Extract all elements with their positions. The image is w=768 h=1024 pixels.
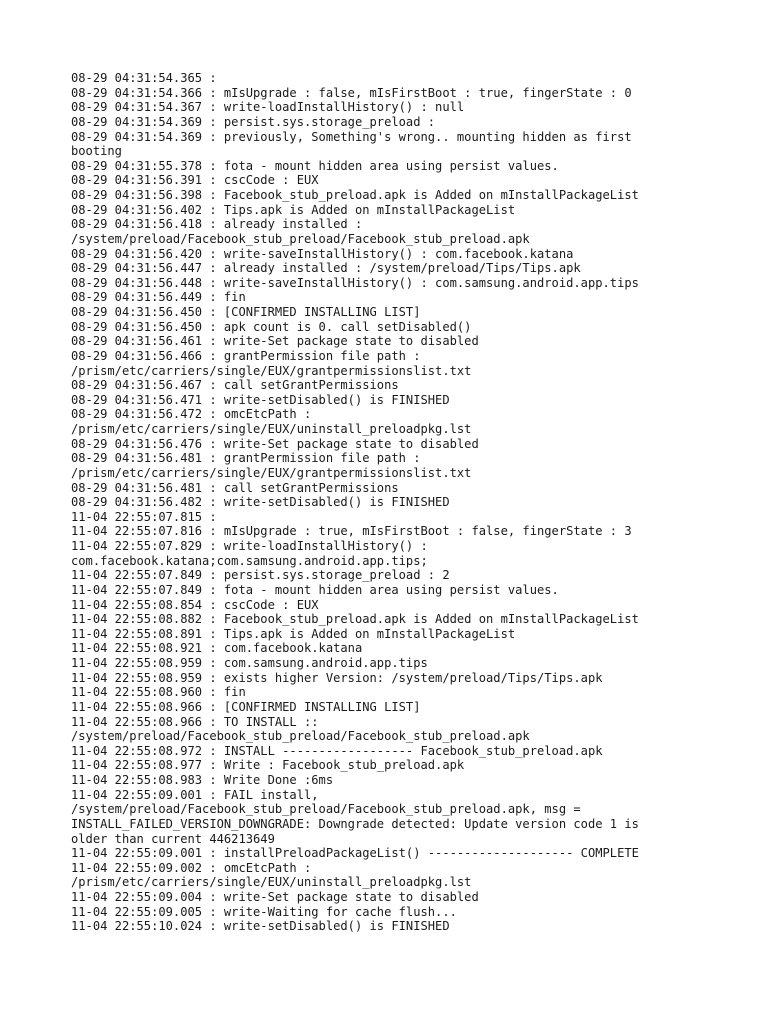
log-line: 11-04 22:55:08.959 : exists higher Version: /system/preload/Tips/Tips.apk [71, 670, 603, 685]
log-line: 08-29 04:31:56.398 : Facebook_stub_preload.apk is Added on mInstallPackageList [71, 188, 639, 202]
log-line: 11-04 22:55:08.959 : com.samsung.android.app.tips [71, 656, 428, 670]
log-line: 11-04 22:55:07.829 : write-loadInstallHistory() : [71, 539, 428, 553]
log-line: com.facebook.katana;com.samsung.android.app.tips; [71, 553, 428, 568]
log-line: /prism/etc/carriers/single/EUX/uninstall_preloadpkg.lst [71, 875, 472, 890]
log-line: 08-29 04:31:56.461 : write-Set package state to disabled [71, 334, 479, 349]
log-line: 08-29 04:31:54.369 : previously, Something's wrong.. mounting hidden as first [71, 129, 632, 144]
log-line: 11-04 22:55:08.966 : [CONFIRMED INSTALLING LIST] [71, 699, 421, 714]
log-line: 11-04 22:55:08.891 : Tips.apk is Added on mInstallPackageList [71, 626, 516, 641]
log-document [71, 71, 671, 934]
log-line: 08-29 04:31:56.472 : omcEtcPath : [71, 407, 312, 422]
log-line: 11-04 22:55:08.966 : TO INSTALL :: [71, 714, 319, 729]
log-line: 08-29 04:31:56.471 : write-setDisabled() is FINISHED [71, 392, 450, 407]
log-line: /system/preload/Facebook_stub_preload/Facebook_stub_preload.apk [71, 729, 530, 744]
log-line: 08-29 04:31:56.418 : already installed : [71, 217, 363, 232]
log-line: 11-04 22:55:10.024 : write-setDisabled() is FINISHED [71, 919, 450, 934]
log-line: 08-29 04:31:54.366 : mIsUpgrade : false, mIsFirstBoot : true, fingerState : 0 [71, 85, 632, 100]
log-line: 08-29 04:31:56.420 : write-saveInstallHistory() : com.facebook.katana [71, 246, 574, 261]
log-line: 11-04 22:55:08.972 : INSTALL ------------------ Facebook_stub_preload.apk [71, 743, 603, 758]
log-line: 08-29 04:31:54.365 : [71, 71, 217, 85]
log-line: /prism/etc/carriers/single/EUX/grantpermissionslist.txt [71, 363, 472, 378]
log-line: 08-29 04:31:56.449 : fin [71, 290, 246, 305]
log-line: 11-04 22:55:09.001 : installPreloadPackageList() -------------------- COMPLETE [71, 846, 639, 861]
log-line: 11-04 22:55:07.815 : [71, 509, 217, 524]
log-line: 08-29 04:31:56.481 : call setGrantPermissions [71, 480, 399, 495]
log-line: 11-04 22:55:09.001 : FAIL install, [71, 787, 319, 802]
log-line: 11-04 22:55:07.816 : mIsUpgrade : true, mIsFirstBoot : false, fingerState : 3 [71, 524, 632, 539]
log-line: 11-04 22:55:08.960 : fin [71, 685, 246, 700]
log-line: 11-04 22:55:08.983 : Write Done :6ms [71, 773, 334, 787]
log-line: 08-29 04:31:56.402 : Tips.apk is Added on mInstallPackageList [71, 202, 516, 217]
log-line: /prism/etc/carriers/single/EUX/grantpermissionslist.txt [71, 465, 472, 480]
log-line: 08-29 04:31:54.369 : persist.sys.storage_preload : [71, 114, 436, 129]
log-line: 11-04 22:55:08.977 : Write : Facebook_stub_preload.apk [71, 758, 465, 773]
log-line: 11-04 22:55:09.002 : omcEtcPath : [71, 860, 312, 875]
log-line: 11-04 22:55:08.882 : Facebook_stub_preload.apk is Added on mInstallPackageList [71, 612, 639, 627]
log-line: 11-04 22:55:08.921 : com.facebook.katana [71, 641, 363, 656]
log-line: 11-04 22:55:07.849 : fota - mount hidden area using persist values. [71, 582, 559, 597]
log-line: /system/preload/Facebook_stub_preload/Facebook_stub_preload.apk, msg = [71, 802, 581, 817]
log-line: /system/preload/Facebook_stub_preload/Facebook_stub_preload.apk [71, 231, 530, 246]
log-line: 08-29 04:31:56.450 : apk count is 0. call setDisabled() [71, 319, 472, 334]
log-line: 08-29 04:31:56.467 : call setGrantPermissions [71, 378, 399, 393]
log-line: INSTALL_FAILED_VERSION_DOWNGRADE: Downgrade detected: Update version code 1 is [71, 816, 639, 831]
log-line: 11-04 22:55:09.004 : write-Set package state to disabled [71, 890, 479, 904]
log-line: 11-04 22:55:07.849 : persist.sys.storage_preload : 2 [71, 568, 450, 583]
log-line: booting [71, 144, 122, 159]
log-line: 11-04 22:55:09.005 : write-Waiting for cache flush... [71, 904, 457, 919]
log-line: 08-29 04:31:56.450 : [CONFIRMED INSTALLING LIST] [71, 305, 421, 319]
log-line: 08-29 04:31:56.391 : cscCode : EUX [71, 173, 319, 188]
log-line: 08-29 04:31:55.378 : fota - mount hidden area using persist values. [71, 158, 559, 173]
log-line: 08-29 04:31:54.367 : write-loadInstallHistory() : null [71, 100, 465, 115]
log-line: /prism/etc/carriers/single/EUX/uninstall_preloadpkg.lst [71, 422, 472, 436]
log-line: 08-29 04:31:56.466 : grantPermission file path : [71, 348, 421, 363]
log-line: 08-29 04:31:56.447 : already installed : /system/preload/Tips/Tips.apk [71, 261, 581, 276]
log-line: older than current 446213649 [71, 831, 275, 846]
log-line: 08-29 04:31:56.476 : write-Set package state to disabled [71, 436, 479, 451]
log-line: 08-29 04:31:56.448 : write-saveInstallHistory() : com.samsung.android.app.tips [71, 275, 639, 290]
log-line: 11-04 22:55:08.854 : cscCode : EUX [71, 597, 319, 612]
log-line: 08-29 04:31:56.482 : write-setDisabled() is FINISHED [71, 495, 450, 510]
log-line: 08-29 04:31:56.481 : grantPermission file path : [71, 451, 421, 466]
